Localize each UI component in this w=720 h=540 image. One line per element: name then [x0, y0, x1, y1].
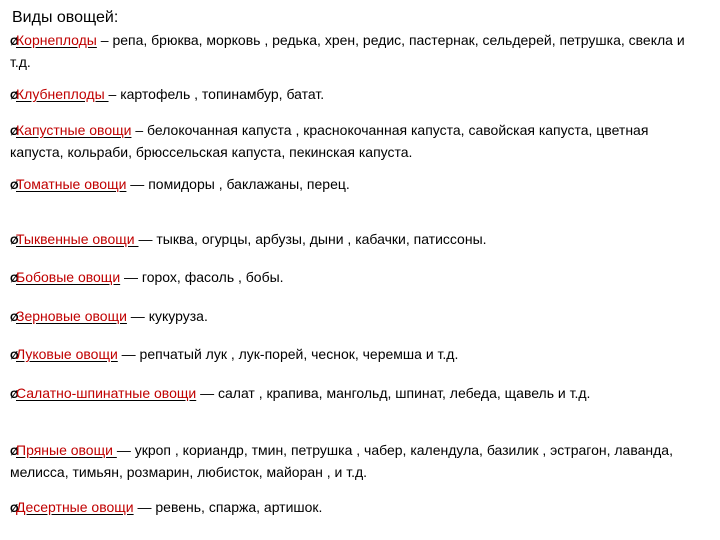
list-item-legume-vegetables [10, 267, 700, 289]
list-item-cabbage-vegetables [10, 120, 700, 162]
list-item-gourd-vegetables [10, 229, 700, 251]
bullet-arrow-icon: Ø [10, 273, 19, 285]
list-item-salad-spinach-vegetables [10, 383, 700, 405]
item-term: Томатные овощи [16, 176, 127, 192]
item-description: — репчатый лук , лук-порей, чеснок, черемша и т.д. [117, 346, 459, 362]
item-description: — укроп , кориандр, тмин, петрушка , чабер, календула, базилик , эстрагон, лаванда, мелисса, тимьян, розмарин, любисток, майоран , и т.д. [10, 442, 673, 480]
item-term: Клубнеплоды [16, 86, 109, 102]
item-description: — горох, фасоль , бобы. [120, 269, 284, 285]
item-term: Тыквенные овощи [16, 231, 139, 247]
item-term: Пряные овощи [16, 442, 117, 458]
bullet-arrow-icon: Ø [10, 126, 19, 138]
bullet-arrow-icon: Ø [10, 389, 19, 401]
bullet-arrow-icon: Ø [10, 350, 19, 362]
item-term: Бобовые овощи [16, 269, 121, 285]
item-description: — салат , крапива, мангольд, шпинат, лебеда, щавель и т.д. [196, 385, 591, 401]
list-item-tomato-vegetables [10, 174, 700, 196]
item-term: Луковые овощи [16, 346, 118, 362]
bullet-arrow-icon: Ø [10, 90, 19, 102]
list-item-root-vegetables [10, 30, 700, 72]
item-description: – белокочанная капуста , краснокочанная капуста, савойская капуста, цветная капуста, кольраби, брюссельская капуста, пекинская капуста. [10, 122, 649, 160]
bullet-arrow-icon: Ø [10, 446, 19, 458]
bullet-arrow-icon: Ø [10, 312, 19, 324]
item-description: — кукуруза. [126, 308, 208, 324]
item-term: Корнеплоды [16, 32, 97, 48]
bullet-arrow-icon: Ø [10, 503, 19, 515]
item-term: Капустные овощи [16, 122, 132, 138]
item-description: – картофель , топинамбур, батат. [108, 86, 325, 102]
item-term: Десертные овощи [16, 499, 134, 515]
list-item-tuber-vegetables [10, 84, 700, 106]
bullet-arrow-icon: Ø [10, 36, 19, 48]
item-description: — помидоры , баклажаны, перец. [126, 176, 350, 192]
item-description: — ревень, спаржа, артишок. [133, 499, 323, 515]
list-item-dessert-vegetables [10, 497, 700, 519]
bullet-arrow-icon: Ø [10, 180, 19, 192]
item-description: — тыква, огурцы, арбузы, дыни , кабачки, патиссоны. [138, 231, 487, 247]
list-item-grain-vegetables [10, 306, 700, 328]
list-item-spicy-vegetables [10, 440, 700, 482]
item-term: Зерновые овощи [16, 308, 127, 324]
slide-title: Виды овощей: [12, 9, 119, 26]
item-description: – репа, брюква, морковь , редька, хрен, редис, пастернак, сельдерей, петрушка, свекла и т.д. [10, 32, 685, 70]
bullet-arrow-icon: Ø [10, 235, 19, 247]
list-item-onion-vegetables [10, 344, 700, 366]
item-term: Салатно-шпинатные овощи [16, 385, 197, 401]
